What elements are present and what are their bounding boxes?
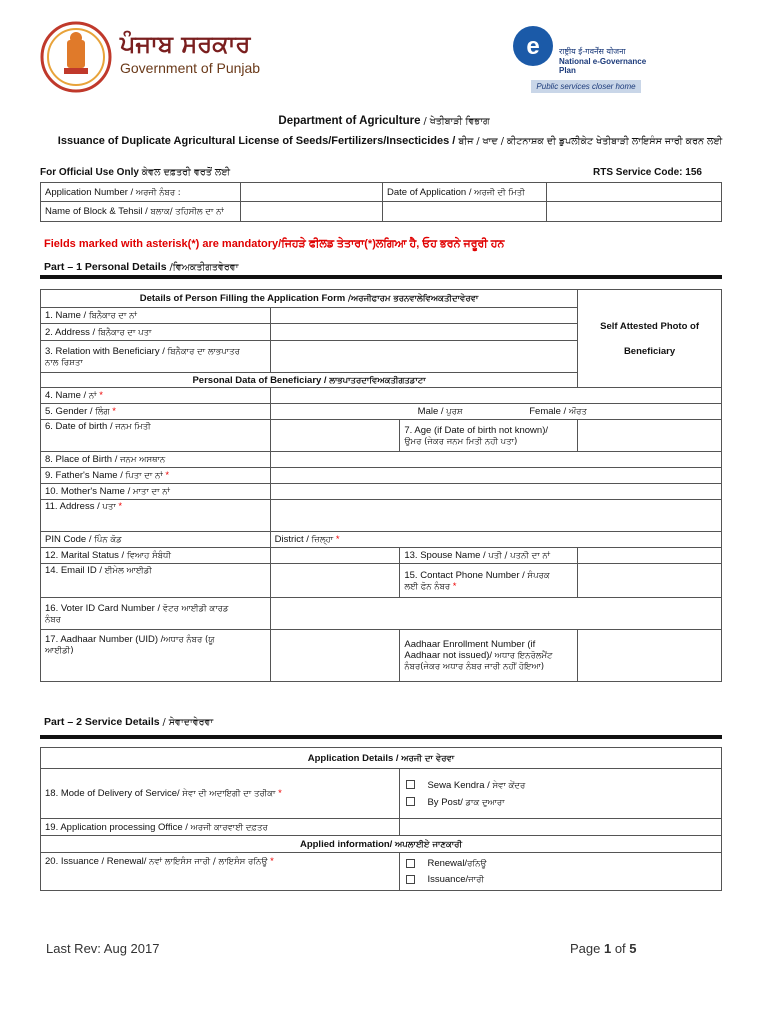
gender-label: 5. Gender / ਲਿੰਗ *	[41, 404, 271, 420]
block-tehsil-field[interactable]	[241, 202, 383, 222]
application-date-label: Date of Application / ਅਰਜੀ ਦੀ ਮਿਤੀ	[383, 183, 547, 202]
photo-box: Self Attested Photo of Beneficiary	[578, 290, 722, 388]
part2-rule	[40, 735, 722, 739]
phone-field[interactable]	[578, 564, 722, 598]
beneficiary-name-field[interactable]	[270, 388, 721, 404]
filler-address-field[interactable]	[270, 324, 578, 341]
address-label: 11. Address / ਪਤਾ *	[41, 500, 271, 532]
applied-info-header: Applied information/ ਅਪਲਾਈਏ ਜਾਣਕਾਰੀ	[41, 836, 722, 853]
father-name-field[interactable]	[270, 468, 721, 484]
checkbox-icon[interactable]	[406, 875, 415, 884]
option-by-post[interactable]: By Post/ ਡਾਕ ਦੁਆਰਾ	[406, 797, 717, 808]
govt-punjab-logo	[40, 20, 300, 96]
birth-place-label: 8. Place of Birth / ਜਨਮ ਅਸਥਾਨ	[41, 452, 271, 468]
district-cell[interactable]	[270, 532, 721, 548]
application-number-label: Application Number / ਅਰਜੀ ਨੰਬਰ :	[41, 183, 241, 202]
mandatory-notice: Fields marked with asterisk(*) are mandatory/ਜਿਹੜੇ ਫੀਲਡ ਤੇਤਾਰਾ(*)ਲਗਿਆ ਹੈ, ਓਹ ਭਰਨੇ ਜਰੂਰੀ ਹਨ	[44, 238, 505, 250]
svg-text:e: e	[526, 33, 540, 60]
part2-heading: Part – 2 Service Details / ਸੇਵਾਦਾਵੇਰਵਾ	[44, 716, 214, 728]
relation-field[interactable]	[270, 341, 578, 373]
negp-hindi: राष्ट्रीय ई-गवर्नेंस योजना	[559, 47, 626, 56]
email-field[interactable]	[270, 564, 400, 598]
district-label: District / ਜ਼ਿਲ੍ਹਾ *	[274, 534, 340, 545]
gender-female[interactable]: Female / ਔਰਤ	[529, 406, 587, 417]
aadhaar-enroll-label: Aadhaar Enrollment Number (if Aadhaar not issued)/ ਅਧਾਰ ਇਨਰੋਲਮੈਂਟ ਨੰਬਰ(ਜੇਕਰ ਅਧਾਰ ਨੰਬਰ ਜਾਰੀ ਨਹੀਂ ਹੋਇਆ)	[400, 630, 578, 682]
delivery-mode-label: 18. Mode of Delivery of Service/ ਸੇਵਾ ਦੀ ਅਦਾਇਗੀ ਦਾ ਤਰੀਕਾ *	[41, 769, 400, 819]
father-name-label: 9. Father's Name / ਪਿਤਾ ਦਾ ਨਾਂ *	[41, 468, 271, 484]
email-label: 14. Email ID / ਈਮੇਲ ਆਈਡੀ	[41, 564, 271, 598]
issuance-renewal-options	[400, 853, 722, 891]
emblem-icon	[40, 20, 112, 94]
part1-heading: Part – 1 Personal Details /ਵਿਅਕਤੀਗਤਵੇਰਵਾ	[44, 261, 239, 273]
personal-data-header: Personal Data of Beneficiary / ਲਾਭਪਾਤਰਦਾਵਿਅਕਤੀਗਤਡਾਟਾ	[41, 373, 578, 388]
negp-tagline: Public services closer home	[531, 80, 641, 93]
marital-status-field[interactable]	[270, 548, 400, 564]
form-title: Issuance of Duplicate Agricultural License of Seeds/Fertilizers/Insecticides / ਬੀਜ / ਖਾਦ / ਕੀਟਨਾਸ਼ਕ ਦੀ ਡੁਪਲੀਕੇਟ ਖੇਤੀਬਾੜੀ ਲਾਇਸੰਸ ਜਾਰੀ ਕਰਨ ਲਈ	[57, 135, 723, 147]
option-sewa-kendra[interactable]: Sewa Kendra / ਸੇਵਾ ਕੇਂਦਰ	[406, 780, 717, 791]
option-renewal[interactable]: Renewal/ਰਨਿਊ	[406, 858, 717, 869]
checkbox-icon[interactable]	[406, 797, 415, 806]
dob-field[interactable]	[270, 420, 400, 452]
processing-office-field[interactable]	[400, 819, 722, 836]
personal-details-table	[40, 289, 722, 682]
official-use-label: For Official Use Only ਕੇਵਲ ਦਫ਼ਤਰੀ ਵਰਤੋਂ ਲਈ	[40, 167, 231, 178]
phone-label: 15. Contact Phone Number / ਸੰਪਰਕ ਲਈ ਫੋਨ ਨੰਬਰ *	[400, 564, 578, 598]
option-issuance[interactable]: Issuance/ਜਾਰੀ	[406, 874, 717, 885]
negp-english: National e-Governance Plan	[559, 57, 647, 75]
age-label: 7. Age (if Date of birth not known)/ ਉਮਰ (ਜੇਕਰ ਜਨਮ ਮਿਤੀ ਨਹੀ ਪਤਾ)	[400, 420, 578, 452]
spouse-name-field[interactable]	[578, 548, 722, 564]
gender-male[interactable]: Male / ਪੁਰਸ਼	[417, 406, 463, 417]
e-governance-icon	[511, 24, 555, 68]
marital-status-label: 12. Marital Status / ਵਿਆਹ ਸੰਬੰਧੀ	[41, 548, 271, 564]
aadhaar-enroll-field[interactable]	[578, 630, 722, 682]
pin-code-label: PIN Code / ਪਿੰਨ ਕੋਡ	[41, 532, 271, 548]
official-use-table	[40, 182, 722, 222]
application-details-header: Application Details / ਅਰਜੀ ਦਾ ਵੇਰਵਾ	[41, 748, 722, 769]
last-revision: Last Rev: Aug 2017	[46, 941, 160, 956]
address-field[interactable]	[270, 500, 721, 532]
relation-label: 3. Relation with Beneficiary / ਬਿਨੈਕਾਰ ਦਾ ਲਾਭਪਾਤਰ ਨਾਲ ਰਿਸ਼ਤਾ	[41, 341, 271, 373]
voter-id-label: 16. Voter ID Card Number / ਵੋਟਰ ਆਈਡੀ ਕਾਰਡ ਨੰਬਰ	[41, 598, 271, 630]
beneficiary-name-label: 4. Name / ਨਾਂ *	[41, 388, 271, 404]
filler-name-label: 1. Name / ਬਿਨੈਕਾਰ ਦਾ ਨਾਂ	[41, 308, 271, 324]
checkbox-icon[interactable]	[406, 780, 415, 789]
application-number-field[interactable]	[241, 183, 383, 202]
aadhaar-field[interactable]	[270, 630, 400, 682]
birth-place-field[interactable]	[270, 452, 721, 468]
department-title: Department of Agriculture / ਖੇਤੀਬਾੜੀ ਵਿਭਾਗ	[278, 115, 490, 127]
filler-section-header: Details of Person Filling the Application Form /ਅਰਜੀਫਾਰਮ ਭਰਨਵਾਲੇਵਿਅਕਤੀਦਾਵੇਰਵਾ	[41, 290, 578, 308]
checkbox-icon[interactable]	[406, 859, 415, 868]
gov-title-punjabi: ਪੰਜਾਬ ਸਰਕਾਰ	[120, 30, 251, 58]
mother-name-label: 10. Mother's Name / ਮਾਤਾ ਦਾ ਨਾਂ	[41, 484, 271, 500]
filler-name-field[interactable]	[270, 308, 578, 324]
page-number: Page 1 of 5	[570, 941, 637, 956]
spouse-name-label: 13. Spouse Name / ਪਤੀ / ਪਤਨੀ ਦਾ ਨਾਂ	[400, 548, 578, 564]
rts-service-code: RTS Service Code: 156	[593, 167, 702, 178]
service-details-table	[40, 747, 722, 891]
voter-id-field[interactable]	[270, 598, 721, 630]
gender-options[interactable]	[270, 404, 721, 420]
aadhaar-label: 17. Aadhaar Number (UID) /ਅਧਾਰ ਨੰਬਰ (ਯੂ ਆਈਡੀ)	[41, 630, 271, 682]
gov-title-english: Government of Punjab	[120, 60, 261, 76]
delivery-mode-options	[400, 769, 722, 819]
application-date-field[interactable]	[547, 183, 722, 202]
part1-rule	[40, 275, 722, 279]
mother-name-field[interactable]	[270, 484, 721, 500]
age-field[interactable]	[578, 420, 722, 452]
issuance-renewal-label: 20. Issuance / Renewal/ ਨਵਾਂ ਲਾਇਸੰਸ ਜਾਰੀ / ਲਾਇਸੰਸ ਰਨਿਊ *	[41, 853, 400, 891]
processing-office-label: 19. Application processing Office / ਅਰਜੀ ਕਾਰਵਾਈ ਦਫ਼ਤਰ	[41, 819, 400, 836]
block-tehsil-label: Name of Block & Tehsil / ਬਲਾਕ/ ਤਹਿਸੀਲ ਦਾ ਨਾਂ	[41, 202, 241, 222]
dob-label: 6. Date of birth / ਜਨਮ ਮਿਤੀ	[41, 420, 271, 452]
negp-logo	[505, 24, 665, 94]
filler-address-label: 2. Address / ਬਿਨੈਕਾਰ ਦਾ ਪਤਾ	[41, 324, 271, 341]
